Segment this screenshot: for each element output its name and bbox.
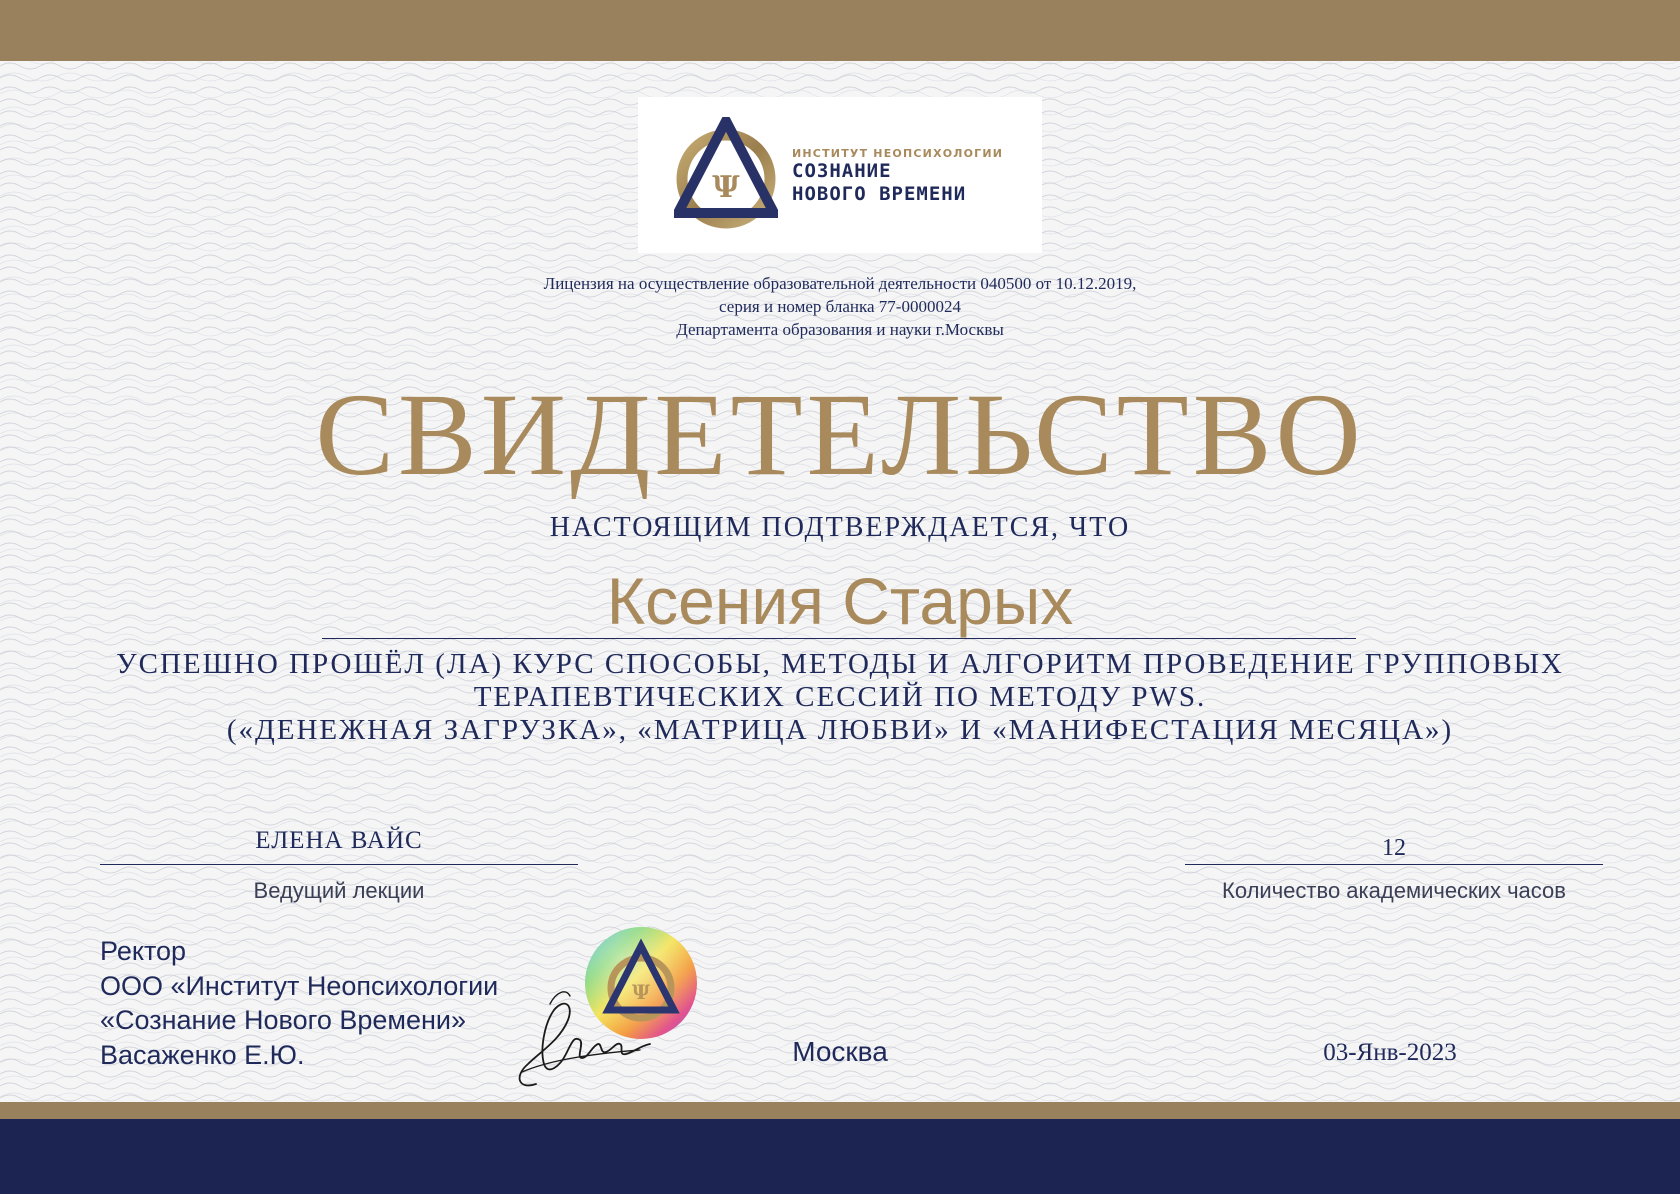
rector-signature [510, 980, 660, 1092]
course-description [60, 648, 1620, 747]
rector-org-line-1: ООО «Институт Неопсихологии [100, 970, 499, 1001]
logo-institute-label: ИНСТИТУТ НЕОПСИХОЛОГИИ [792, 147, 1004, 160]
course-line-2: ТЕРАПЕВТИЧЕСКИХ СЕССИЙ ПО МЕТОДУ PWS. [473, 681, 1207, 713]
bottom-gold-band [0, 1102, 1680, 1119]
logo-title-line1: СОЗНАНИЕ [792, 160, 892, 182]
svg-text:Ψ: Ψ [712, 170, 740, 205]
hours-underline [1185, 864, 1603, 865]
recipient-underline [322, 638, 1356, 639]
certificate-subtitle: НАСТОЯЩИМ ПОДТВЕРЖДАЕТСЯ, ЧТО [549, 512, 1131, 543]
certificate-title: СВИДЕТЕЛЬСТВО [315, 369, 1365, 500]
rector-title: Ректор [100, 936, 187, 966]
issue-date: 03-Янв-2023 [1323, 1039, 1457, 1066]
svg-text:Ψ: Ψ [631, 980, 651, 1004]
license-info [340, 272, 1340, 341]
rector-org-line-2: «Сознание Нового Времени» [100, 1005, 467, 1035]
lecturer-underline [100, 864, 578, 865]
logo-text-block [792, 147, 1003, 206]
recipient-name: Ксения Старых [606, 564, 1074, 638]
license-line-1: Лицензия на осуществление образовательной деятельности 040500 от 10.12.2019, [543, 274, 1137, 293]
license-line-2: серия и номер бланка 77-0000024 [719, 297, 961, 316]
license-line-3: Департамента образования и науки г.Москвы [676, 320, 1004, 339]
rector-block [100, 934, 498, 1072]
city-label: Москва [792, 1036, 888, 1067]
rector-name: Васаженко Е.Ю. [100, 1039, 305, 1070]
hours-value: 12 [1382, 835, 1406, 861]
course-line-3: («ДЕНЕЖНАЯ ЗАГРУЗКА», «МАТРИЦА ЛЮБВИ» И «МАНИФЕСТАЦИЯ МЕСЯЦА») [226, 714, 1454, 746]
lecturer-label: Ведущий лекции [253, 878, 425, 903]
bottom-navy-band [0, 1119, 1680, 1194]
hours-label: Количество академических часов [1222, 878, 1566, 903]
course-line-1: УСПЕШНО ПРОШЁЛ (ЛА) КУРС СПОСОБЫ, МЕТОДЫ И АЛГОРИТМ ПРОВЕДЕНИЕ ГРУППОВЫХ [116, 648, 1564, 680]
lecturer-name: ЕЛЕНА ВАЙС [255, 827, 423, 854]
top-gold-band [0, 0, 1680, 61]
logo-title-line2: НОВОГО ВРЕМЕНИ [792, 183, 967, 205]
logo-panel [638, 97, 1042, 253]
triangle-psi-logo-icon [674, 117, 778, 233]
